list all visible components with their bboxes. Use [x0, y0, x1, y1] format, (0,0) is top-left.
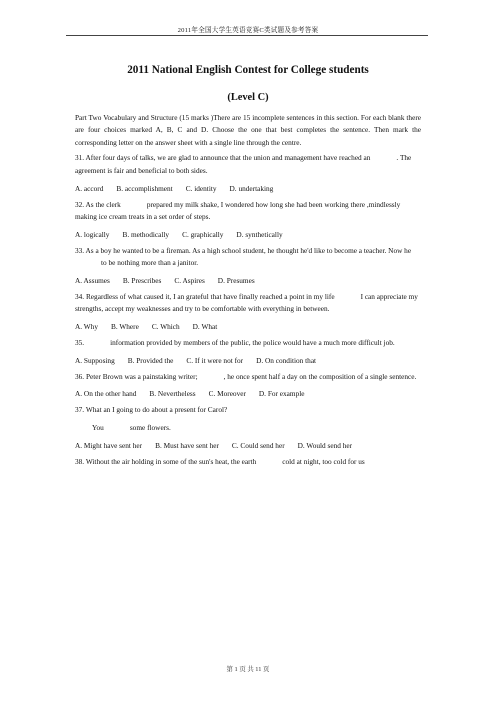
option-d: D. What: [192, 321, 218, 331]
question-stem: 31. After four days of talks, we are glad to announce that the union and management have reached an . The agreement is fair and beneficial to both sides.: [75, 153, 412, 175]
document-body: [75, 112, 421, 468]
question-options: [75, 388, 421, 400]
document-title: 2011 National English Contest for College students: [127, 64, 369, 76]
option-c: C. graphically: [182, 229, 224, 239]
question-32: [75, 199, 421, 241]
section-instructions: Part Two Vocabulary and Structure (15 marks )There are 15 incomplete sentences in this section. For each blank there are four choices marked A, B, C and D. Choose the one that best completes the sentence. Then mark the corresponding letter on the answer sheet with a single line through the centre.: [75, 113, 421, 147]
header-rule: [66, 35, 428, 36]
option-b: B. Prescribes: [122, 275, 162, 285]
page-footer: 第 1 页 共 11 页: [226, 666, 270, 673]
option-d: D. undertaking: [229, 183, 274, 193]
dialogue-reply: You some flowers.: [92, 423, 171, 433]
question-38: [75, 456, 421, 468]
question-37: [75, 404, 421, 452]
option-b: B. Where: [110, 321, 139, 331]
running-header: 2011年全国大学生英语竞赛C类试题及参考答案: [177, 27, 319, 34]
option-a: A. Might have sent her: [75, 441, 143, 451]
option-c: C. If it were not for: [186, 355, 244, 365]
option-d: D. Would send her: [297, 441, 353, 451]
option-c: C. Could send her: [231, 441, 285, 451]
option-a: A. logically: [75, 229, 110, 239]
option-a: A. accord: [75, 183, 104, 193]
option-d: D. synthetically: [236, 229, 283, 239]
question-options: [75, 183, 421, 195]
question-stem: 33. As a boy he wanted to be a fireman. As a high school student, he thought he'd like to become a teacher. Now heto be nothing more than a janitor.: [75, 245, 412, 267]
question-stem: 37. What an I going to do about a present for Carol?: [75, 405, 228, 415]
question-31: [75, 152, 421, 194]
question-stem: 35. information provided by members of the public, the police would have a much more difficult job.: [75, 337, 395, 347]
option-a: A. On the other hand: [75, 389, 137, 399]
option-d: D. Presumes: [217, 275, 255, 285]
question-stem: 34. Regardless of what caused it, I an grateful that have finally reached a point in my life I can appreciate my strengths, accept my weaknesses and try to be comfortable with everything in between.: [75, 291, 418, 314]
question-stem: 38. Without the air holding in some of the sun's heat, the earth cold at night, too cold for us: [75, 457, 365, 467]
question-options: [75, 275, 421, 287]
question-36: [75, 371, 421, 401]
option-d: D. For example: [258, 389, 305, 399]
question-35: [75, 337, 421, 367]
option-a: A. Why: [75, 321, 98, 331]
option-b: B. Nevertheless: [149, 389, 196, 399]
option-b: B. Must have sent her: [155, 441, 219, 451]
question-34: [75, 291, 421, 333]
document-level: (Level C): [227, 92, 269, 103]
question-options: [75, 440, 421, 452]
option-a: A. Assumes: [75, 275, 110, 285]
question-options: [75, 229, 421, 241]
question-options: [75, 321, 421, 333]
option-c: C. Which: [151, 321, 180, 331]
option-b: B. methodically: [122, 229, 170, 239]
option-b: B. accomplishment: [116, 183, 173, 193]
question-33: [75, 245, 421, 287]
option-b: B. Provided the: [127, 355, 174, 365]
option-a: A. Supposing: [75, 355, 115, 365]
question-stem: 32. As the clerk prepared my milk shake, I wondered how long she had been working there ,mindlessly making ice cream treats in a set order of steps.: [75, 199, 401, 221]
option-c: C. identity: [185, 183, 217, 193]
option-c: C. Moreover: [208, 389, 246, 399]
option-d: D. On condition that: [256, 355, 317, 365]
question-options: [75, 355, 421, 367]
option-c: C. Aspires: [174, 275, 205, 285]
question-stem: 36. Peter Brown was a painstaking writer; , he once spent half a day on the composition of a single sentence.: [75, 371, 417, 381]
